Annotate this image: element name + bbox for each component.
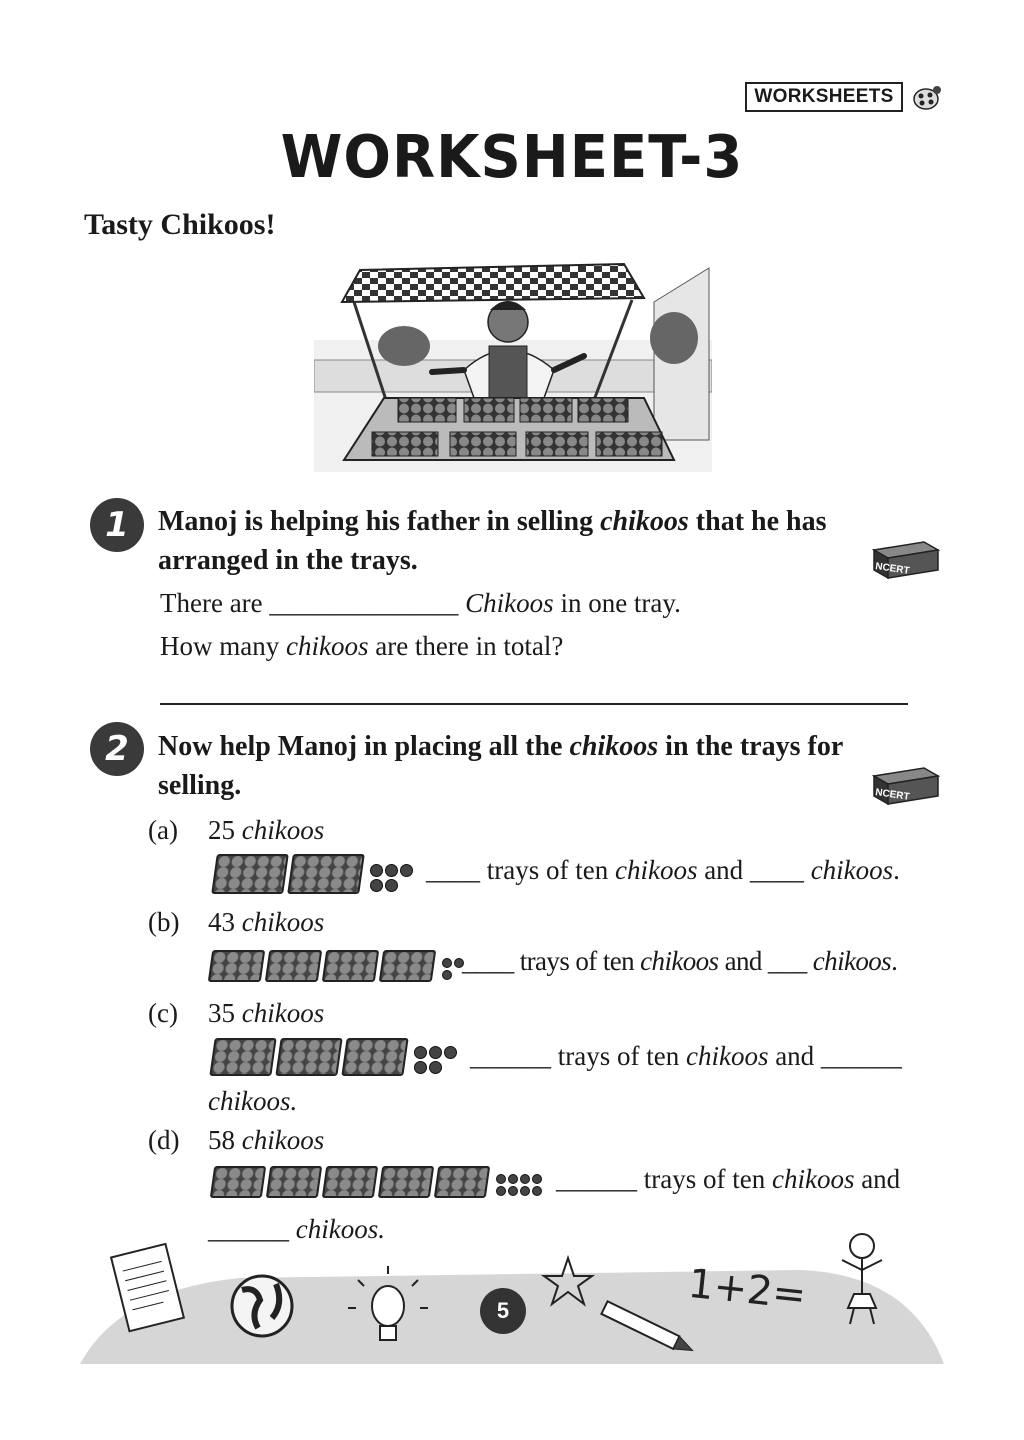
- chikoo-icon: [370, 864, 383, 877]
- chikoo-icon: [400, 864, 413, 877]
- tray-of-ten-icon: [379, 950, 436, 982]
- tray-of-ten-icon: [208, 950, 265, 982]
- page-number: 5: [480, 1288, 526, 1334]
- part-d-count: 58 chikoos: [208, 1125, 325, 1155]
- part-d-trays: [212, 1162, 544, 1198]
- ncert-label: NCERT: [874, 561, 911, 577]
- part-d-label: (d): [148, 1125, 180, 1155]
- tray-of-ten-icon: [210, 1166, 266, 1198]
- chikoo-icon: [385, 879, 398, 892]
- answer-line[interactable]: [160, 703, 908, 705]
- worksheets-tag: WORKSHEETS: [745, 82, 903, 112]
- part-c-trays: [212, 1036, 459, 1076]
- chikoo-icon: [520, 1174, 530, 1184]
- chikoo-icon: [370, 879, 383, 892]
- tray-of-ten-icon: [287, 854, 365, 894]
- chikoo-icon: [414, 1061, 427, 1074]
- part-a-trays: [214, 852, 415, 894]
- part-b-count: 43 chikoos: [208, 907, 325, 937]
- tray-of-ten-icon: [434, 1166, 490, 1198]
- tray-of-ten-icon: [322, 950, 379, 982]
- fruit-stall-illustration: [314, 260, 712, 472]
- ncert-book-icon: [872, 762, 940, 806]
- chikoo-icon: [508, 1174, 518, 1184]
- tray-of-ten-icon: [211, 854, 289, 894]
- page-title: WORKSHEET-3: [280, 123, 744, 192]
- loose-chikoos: [370, 864, 415, 894]
- tray-of-ten-icon: [275, 1038, 342, 1076]
- chikoo-icon: [444, 1046, 457, 1059]
- loose-chikoos: [496, 1174, 544, 1198]
- part-d-fill-cont[interactable]: ______ chikoos.: [208, 1214, 385, 1244]
- question-1-number: 1: [90, 498, 144, 552]
- chikoo-icon: [496, 1174, 506, 1184]
- loose-chikoos: [414, 1046, 459, 1076]
- tray-of-ten-icon: [209, 1038, 276, 1076]
- tray-of-ten-icon: [266, 1166, 322, 1198]
- chikoo-icon: [496, 1186, 506, 1196]
- part-a-label: (a): [148, 815, 178, 845]
- question-1-line-1: There are ______________ Chikoos in one tray.: [160, 588, 681, 618]
- ladybug-icon: [910, 84, 942, 112]
- part-b-label: (b): [148, 907, 180, 937]
- question-2-prompt: Now help Manoj in placing all the chikoos in the trays for selling.: [158, 731, 844, 801]
- tray-of-ten-icon: [378, 1166, 434, 1198]
- part-c-count: 35 chikoos: [208, 998, 325, 1028]
- chikoo-icon: [414, 1046, 427, 1059]
- chikoo-icon: [532, 1174, 542, 1184]
- chikoo-icon: [532, 1186, 542, 1196]
- part-d-fill[interactable]: ______ trays of ten chikoos and: [556, 1164, 901, 1194]
- part-a-fill[interactable]: ____ trays of ten chikoos and ____ chikoos.: [426, 855, 900, 885]
- part-b-fill[interactable]: ____ trays of ten chikoos and ___ chikoos.: [462, 946, 898, 976]
- chikoo-icon: [429, 1061, 442, 1074]
- part-c-fill[interactable]: ______ trays of ten chikoos and ______: [470, 1041, 902, 1071]
- chikoo-icon: [385, 864, 398, 877]
- question-1-prompt: Manoj is helping his father in selling chikoos that he has arranged in the trays.: [158, 506, 827, 576]
- part-c-fill-cont: chikoos.: [208, 1086, 298, 1116]
- section-subtitle: Tasty Chikoos!: [84, 208, 276, 241]
- question-2-number: 2: [90, 722, 144, 776]
- tray-of-ten-icon: [322, 1166, 378, 1198]
- part-c-label: (c): [148, 998, 178, 1028]
- ncert-book-icon: [872, 536, 940, 580]
- chikoo-icon: [520, 1186, 530, 1196]
- chikoo-icon: [442, 958, 452, 968]
- part-a-count: 25 chikoos: [208, 815, 325, 845]
- part-b-trays: [210, 946, 466, 982]
- question-1-line-2: How many chikoos are there in total?: [160, 631, 564, 661]
- footer-equation: 1+2=: [686, 1260, 809, 1319]
- chikoo-icon: [442, 970, 452, 980]
- chikoo-icon: [429, 1046, 442, 1059]
- tray-of-ten-icon: [265, 950, 322, 982]
- ncert-label: NCERT: [874, 787, 911, 803]
- tray-of-ten-icon: [341, 1038, 408, 1076]
- chikoo-icon: [508, 1186, 518, 1196]
